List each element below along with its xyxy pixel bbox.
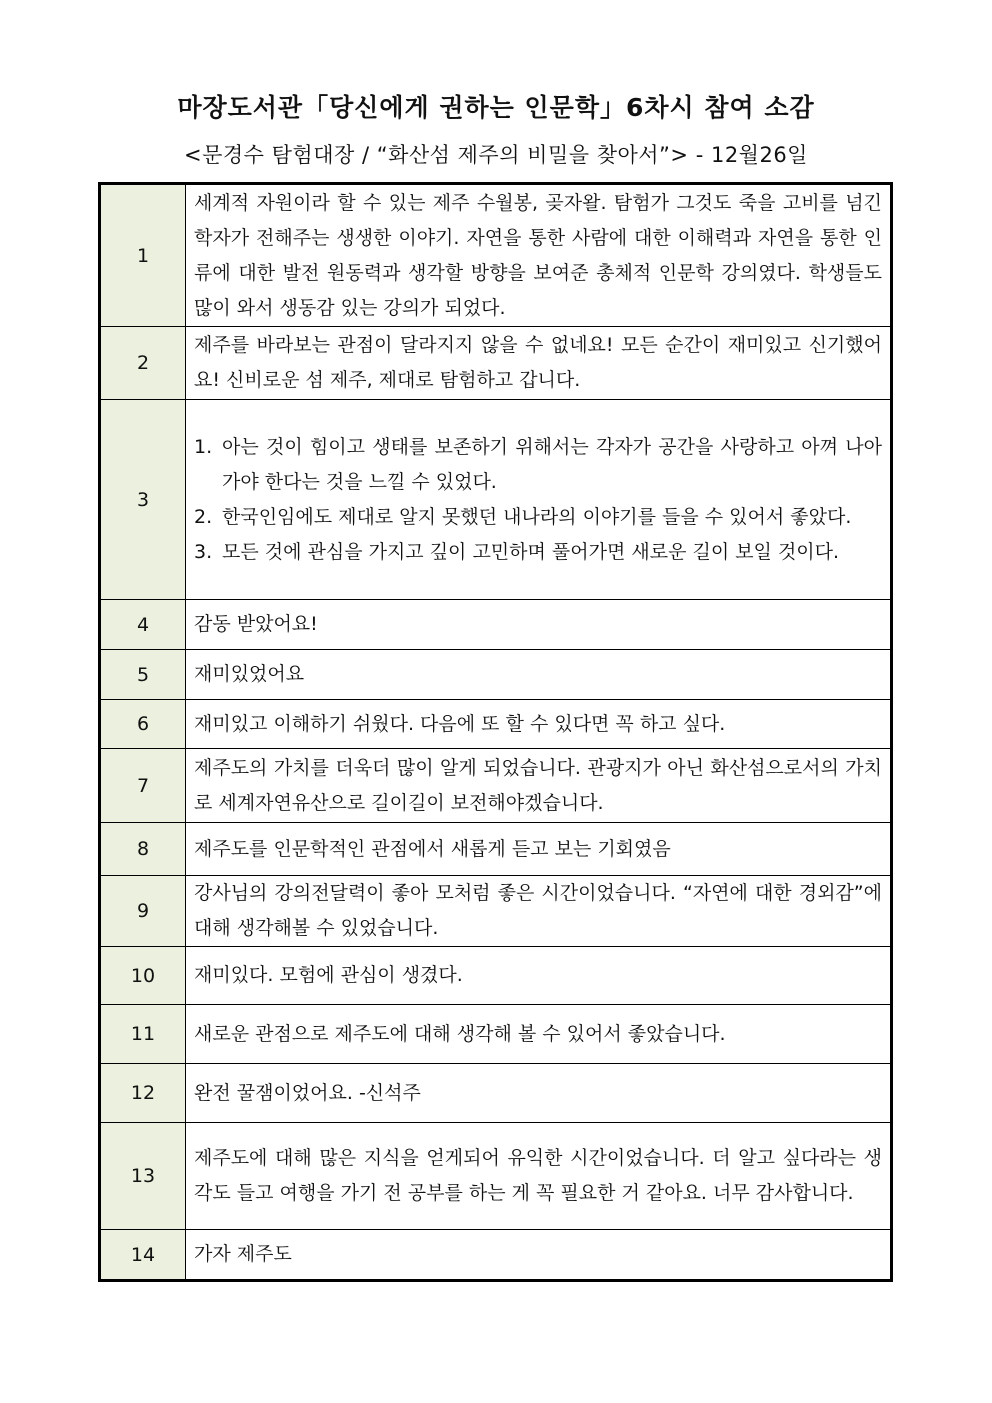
table-row (100, 600, 892, 650)
row-number: 5 (100, 650, 186, 700)
row-comment: 재미있다. 모험에 관심이 생겼다. (186, 947, 892, 1005)
table-row (100, 700, 892, 749)
row-number: 3 (100, 400, 186, 600)
row-number: 2 (100, 327, 186, 400)
page-title: 마장도서관「당신에게 권하는 인문학」6차시 참여 소감 (177, 93, 815, 122)
table-row (100, 327, 892, 400)
table-row (100, 749, 892, 823)
table-row (100, 1005, 892, 1064)
list-marker: 2. (194, 505, 213, 528)
table-row (100, 1123, 892, 1230)
table-row (100, 876, 892, 947)
table-row (100, 1230, 892, 1281)
row-number: 13 (100, 1123, 186, 1230)
row-comment-list (186, 400, 892, 600)
row-number: 1 (100, 184, 186, 327)
row-number: 4 (100, 600, 186, 650)
row-number: 11 (100, 1005, 186, 1064)
table-row (100, 947, 892, 1005)
row-number: 9 (100, 876, 186, 947)
list-marker: 1. (194, 435, 213, 458)
row-comment: 제주를 바라보는 관점이 달라지지 않을 수 없네요! 모든 순간이 재미있고 신기했어요! 신비로운 섬 제주, 제대로 탐험하고 갑니다. (186, 327, 892, 400)
row-comment: 제주도에 대해 많은 지식을 얻게되어 유익한 시간이었습니다. 더 알고 싶다라는 생각도 들고 여행을 가기 전 공부를 하는 게 꼭 필요한 거 같아요. 너무 감사합니다. (186, 1123, 892, 1230)
row-comment: 가자 제주도 (186, 1230, 892, 1281)
list-item-text: 아는 것이 힘이고 생태를 보존하기 위해서는 각자가 공간을 사랑하고 아껴 나아가야 한다는 것을 느낄 수 있었다. (222, 435, 882, 493)
row-comment: 강사님의 강의전달력이 좋아 모처럼 좋은 시간이었습니다. “자연에 대한 경외감”에 대해 생각해볼 수 있었습니다. (186, 876, 892, 947)
page-subtitle: <문경수 탐험대장 / “화산섬 제주의 비밀을 찾아서”> - 12월26일 (184, 143, 808, 167)
row-comment: 새로운 관점으로 제주도에 대해 생각해 볼 수 있어서 좋았습니다. (186, 1005, 892, 1064)
row-number: 10 (100, 947, 186, 1005)
row-number: 6 (100, 700, 186, 749)
row-comment: 제주도를 인문학적인 관점에서 새롭게 듣고 보는 기회였음 (186, 823, 892, 876)
row-number: 7 (100, 749, 186, 823)
list-item-text: 모든 것에 관심을 가지고 깊이 고민하며 풀어가면 새로운 길이 보일 것이다. (222, 540, 840, 563)
row-comment: 세계적 자원이라 할 수 있는 제주 수월봉, 곶자왈. 탐험가 그것도 죽을 고비를 넘긴 학자가 전해주는 생생한 이야기. 자연을 통한 사람에 대한 이해력과 자연을 통한 인류에 대한 발전 원동력과 생각할 방향을 보여준 총체적 인문학 강의였다. 학생들도 많이 와서 생동감 있는 강의가 되었다. (186, 184, 892, 327)
table-row (100, 823, 892, 876)
row-number: 14 (100, 1230, 186, 1281)
row-comment: 감동 받았어요! (186, 600, 892, 650)
list-marker: 3. (194, 540, 213, 563)
table-row (100, 650, 892, 700)
row-comment: 재미있었어요 (186, 650, 892, 700)
table-row (100, 400, 892, 600)
list-item (194, 500, 882, 535)
row-comment: 제주도의 가치를 더욱더 많이 알게 되었습니다. 관광지가 아닌 화산섬으로서의 가치로 세계자연유산으로 길이길이 보전해야겠습니다. (186, 749, 892, 823)
row-number: 12 (100, 1064, 186, 1123)
list-item-text: 한국인임에도 제대로 알지 못했던 내나라의 이야기를 들을 수 있어서 좋았다. (222, 505, 852, 528)
list-item (194, 430, 882, 500)
table-row (100, 1064, 892, 1123)
table-row (100, 184, 892, 327)
row-number: 8 (100, 823, 186, 876)
row-comment: 완전 꿀잼이었어요. -신석주 (186, 1064, 892, 1123)
row-comment: 재미있고 이해하기 쉬웠다. 다음에 또 할 수 있다면 꼭 하고 싶다. (186, 700, 892, 749)
feedback-table (98, 182, 893, 1282)
list-item (194, 535, 882, 570)
